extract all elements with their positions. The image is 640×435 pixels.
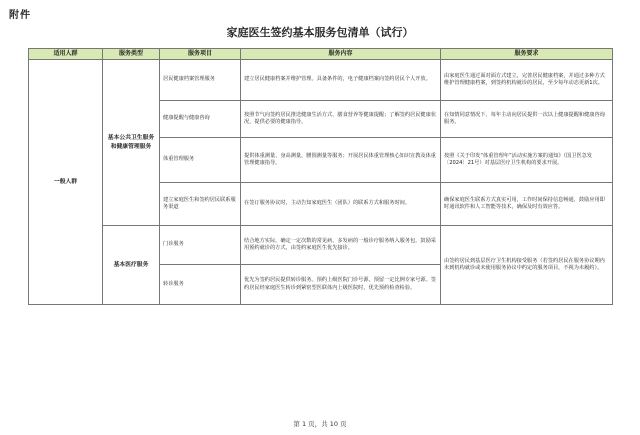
service-requirement-cell: 按照《关于印发“体重管理年”活动实施方案的通知》（国卫医急发〔2024〕21号）对基层医疗卫生机构的要求开展。	[441, 138, 613, 183]
service-requirement-cell: 由家庭医生通过面对面方式建立，完善居民健康档案，并通过多种方式维护管理健康档案，到签约机构就诊的居民，至少每年动态更新1次。	[441, 60, 613, 101]
service-requirement-cell: 确保家庭医生联系方式真实可用，工作时间保持信息畅通，鼓励应用即时通讯软件和人工智能等技术，确保及时有效应答。	[441, 183, 613, 226]
service-item-cell: 门诊服务	[160, 226, 241, 265]
service-content-cell: 优先为签约居民提供转诊服务。预约上级医院门诊号源，预留一定比例专家号源。签约居民经家庭医生转诊到紧密型医联体内上级医院时，优先预约检查检验。	[241, 265, 441, 305]
table-row	[29, 60, 613, 101]
service-type-cell: 基本医疗服务	[103, 226, 160, 305]
attachment-label: 附件	[9, 10, 31, 21]
population-cell: 一般人群	[29, 60, 103, 305]
service-content-cell: 结合地方实际，确定一定次数的常见病、多发病的一般诊疗服务纳入服务包。鼓励采用预约就诊的方式，由签约家庭医生优先接诊。	[241, 226, 441, 265]
service-item-cell: 体重管理服务	[160, 138, 241, 183]
service-content-cell: 在签订服务协议时，主动告知家庭医生（团队）的联系方式和服务时间。	[241, 183, 441, 226]
service-item-cell: 健康提醒与健康咨询	[160, 101, 241, 138]
page-number: 第 1 页，共 10 页	[293, 420, 347, 428]
col-header-population: 适用人群	[29, 49, 103, 60]
col-header-service-type: 服务类型	[103, 49, 160, 60]
service-content-cell: 提供体重测量、身高测量，腰围测量等服务；开展居民体重管理核心知识宣教及体重管理健康指导。	[241, 138, 441, 183]
service-type-cell: 基本公共卫生服务和健康管理服务	[103, 60, 160, 226]
service-item-cell: 居民健康档案管理服务	[160, 60, 241, 101]
service-package-table	[28, 48, 613, 305]
col-header-service-item: 服务项目	[160, 49, 241, 60]
service-content-cell: 按照节气向签约居民推送健康生活方式、膳食营养等健康提醒；了解签约居民健康状况，提供必要的健康指导。	[241, 101, 441, 138]
service-item-cell: 转诊服务	[160, 265, 241, 305]
col-header-service-content: 服务内容	[241, 49, 441, 60]
service-requirement-cell: 在知情同意情况下，每年主动向居民提供一次以上健康提醒和健康咨询服务。	[441, 101, 613, 138]
col-header-service-requirement: 服务要求	[441, 49, 613, 60]
service-content-cell: 建立居民健康档案并维护管理。具备条件的，电子健康档案向签约居民个人开放。	[241, 60, 441, 101]
service-requirement-cell: 由签约居民到基层医疗卫生机构接受服务（若签约居民在服务协议期内未到机构就诊或未使用服务协议中约定的服务项目，不视为未履约）。	[441, 226, 613, 305]
service-item-cell: 建立家庭医生和签约居民联系服务渠道	[160, 183, 241, 226]
document-title: 家庭医生签约基本服务包清单（试行）	[226, 26, 414, 39]
table-row	[29, 226, 613, 265]
table-header-row	[29, 49, 613, 60]
